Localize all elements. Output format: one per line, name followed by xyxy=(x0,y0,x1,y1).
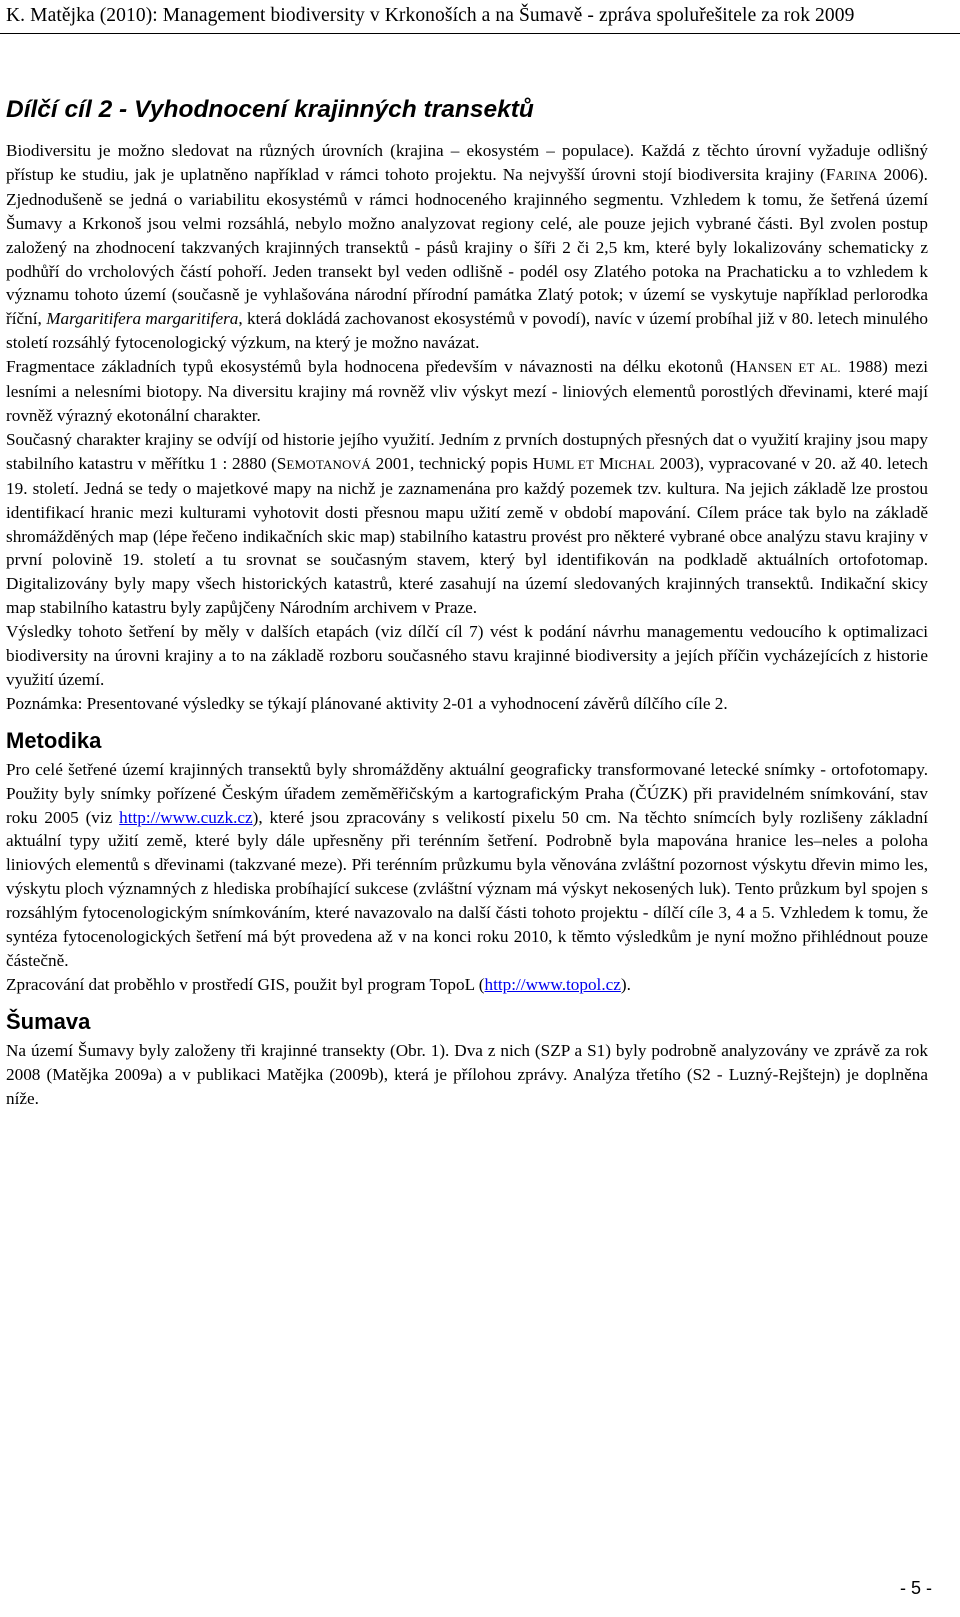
section-title-main: Dílčí cíl 2 - Vyhodnocení krajinných transektů xyxy=(6,96,534,123)
species-name: Margaritifera margaritifera xyxy=(46,309,239,329)
page-number: - 5 - xyxy=(899,1578,932,1598)
citation-author-smallcaps: ARINA xyxy=(835,167,878,183)
citation-author-initial: S xyxy=(276,453,287,473)
citation-author-smallcaps: ANSEN ET AL. xyxy=(748,360,841,376)
citation-author-initial: F xyxy=(825,164,836,184)
citation-author-smallcaps: UML ET xyxy=(544,456,595,472)
header-rule xyxy=(0,33,960,34)
paragraph-methods xyxy=(6,758,928,973)
paragraph-gis xyxy=(6,973,928,997)
text-run: Současný charakter krajiny se odvíjí od historie jejího využití. Jedním z prvních dostupných přesných dat o využití krajiny jsou mapy stabilního katastru v měřítku 1 : 2880 ( xyxy=(6,429,928,473)
citation-author-initial: H xyxy=(532,453,545,473)
paragraph-history xyxy=(6,428,928,620)
citation-author-initial: M xyxy=(598,453,615,473)
section-title-methods: Metodika xyxy=(6,727,102,753)
running-header: K. Matějka (2010): Management biodiversity v Krkonoších a na Šumavě - zpráva spoluřešitele za rok 2009 xyxy=(6,5,855,26)
text-run: Biodiversitu je možno sledovat na různých úrovních (krajina – ekosystém – populace). Každá z těchto úrovní vyžaduje odlišný přístup ke studiu, jak je uplatněno například v rámci tohoto projektu. Na nejvyšší úrovni stojí biodiversita krajiny ( xyxy=(6,141,928,184)
text-run: 2003), vypracované v 20. až 40. letech 19. století. Jedná se tedy o majetkové mapy na nichž je zaznamenána pro každý pozemek tzv. kultura. Na jejich základě lze prostou identifikací hranic mezi kulturami vyhotovit dosti přesnou mapu užití země v období mapování. Cílem práce tak bylo na základě shromážděných map (lépe řečeno indikačních skic map) stabilního katastru provést pro některé vybrané obce analýzu stavu krajiny v první polovině 19. století a tu srovnat se současným stavem, který byl identifikován na podkladě aktuálních ortofotomap. Digitalizovány byly mapy všech historických katastrů, které zasahují na území sledovaných krajinných transektů. Indikační skicy map stabilního katastru byly zapůjčeny Národním archivem v Praze. xyxy=(6,453,928,618)
paragraph-results: Výsledky tohoto šetření by měly v dalších etapách (viz dílčí cíl 7) vést k podání návrhu managementu vedoucího k optimalizaci biodiversity na úrovni krajiny a to na základě rozboru současného stavu krajinné biodiversity a jejích příčin vycházejících z historie využití území. xyxy=(6,622,928,689)
text-run: , která dokládá zachovanost ekosystémů v povodí), navíc v území probíhal již v 80. letech minulého století rozsáhlý fytocenologický výzkum, na který je možno navázat. xyxy=(6,309,929,353)
text-run: 1988) mezi lesními a nelesními biotopy. Na diversitu krajiny má rovněž vliv výskyt mezí - liniových elementů porostlých dřevinami, které mají rovněž výrazný ekotonální charakter. xyxy=(6,357,928,425)
link-topol[interactable]: http://www.topol.cz xyxy=(484,974,621,994)
text-run: 2001, technický popis xyxy=(370,453,533,473)
link-cuzk[interactable]: http://www.cuzk.cz xyxy=(119,807,253,827)
text-run: Pro celé šetřené území krajinných transektů byly shromážděny aktuální geograficky transformované letecké snímky - ortofotomapy. Použity byly snímky pořízené Českým úřadem zeměměřičským a kartografickým Praha (ČÚZK) při pravidelném snímkování, stav roku 2005 (viz xyxy=(6,759,928,827)
paragraph-biodiversity xyxy=(6,139,928,355)
text-run: Zpracování dat proběhlo v prostředí GIS, použit byl program TopoL ( xyxy=(6,974,485,994)
text-run: 2006). Zjednodušeně se jedná o variabilitu ekosystémů v rámci hodnoceného krajinného segmentu. Vzhledem k tomu, že šetřená území Šumavy a Krkonoš jsou velmi rozsáhlá, nebylo možno analyzovat regiony celé, ale pouze jejich vybrané části. Byl zvolen postup založený na zhodnocení takzvaných krajinných transektů - pásů krajiny o šíři 2 či 2,5 km, které byly lokalizovány schematicky z podhůří do vrcholových částí pohoří. Jeden transekt byl veden odlišně - podél osy Zlatého potoka na Prachaticku a to vzhledem k významu tohoto území (současně je vyhlašována národní přírodní památka Zlatý potok; v území se vyskytuje například perlorodka říční, xyxy=(6,164,928,329)
paragraph-fragmentation xyxy=(6,355,928,428)
paragraph-note: Poznámka: Presentované výsledky se týkají plánované aktivity 2-01 a vyhodnocení závěrů dílčího cíle 2. xyxy=(6,693,728,713)
text-run: Fragmentace základních typů ekosystémů byla hodnocena především v návaznosti na délku ekotonů ( xyxy=(6,357,736,377)
document-body xyxy=(6,95,928,1111)
text-run: ). xyxy=(620,974,631,994)
section-title-sumava: Šumava xyxy=(6,1008,91,1034)
citation-author-smallcaps: ICHAL xyxy=(614,456,655,472)
text-run: ), které jsou zpracovány s velikostí pixelu 50 cm. Na těchto snímcích byly rozlišeny základní aktuální typy užití země, které byly dále upřesněny při terénním šetření. Podrobně byla mapována hranice les–neles a poloha liniových elementů s dřevinami (takzvané meze). Při terénním průzkumu byla věnována zvláštní pozornost výskytu dřevin mimo les, výskytu ploch významných z hlediska probíhající sukcese (zvláštní význam má výskyt nekosených luk). Tento průzkum byl spojen s rozsáhlým fytocenologickým snímkováním, které navazovalo na další části tohoto projektu - dílčí cíle 3, 4 a 5. Vzhledem k tomu, že syntéza fytocenologických šetření má být provedena až v na konci roku 2010, k těmto výsledkům je nyní možno přihlédnout pouze částečně. xyxy=(6,807,928,970)
paragraph-sumava: Na území Šumavy byly založeny tři krajinné transekty (Obr. 1). Dva z nich (SZP a S1) byly podrobně analyzovány ve zprávě za rok 2008 (Matějka 2009a) a v publikaci Matějka (2009b), která je přílohou zprávy. Analýza třetího (S2 - Luzný-Rejštejn) je doplněna níže. xyxy=(6,1040,928,1108)
citation-author-initial: H xyxy=(735,357,749,377)
citation-author-smallcaps: EMOTANOVÁ xyxy=(286,456,371,472)
